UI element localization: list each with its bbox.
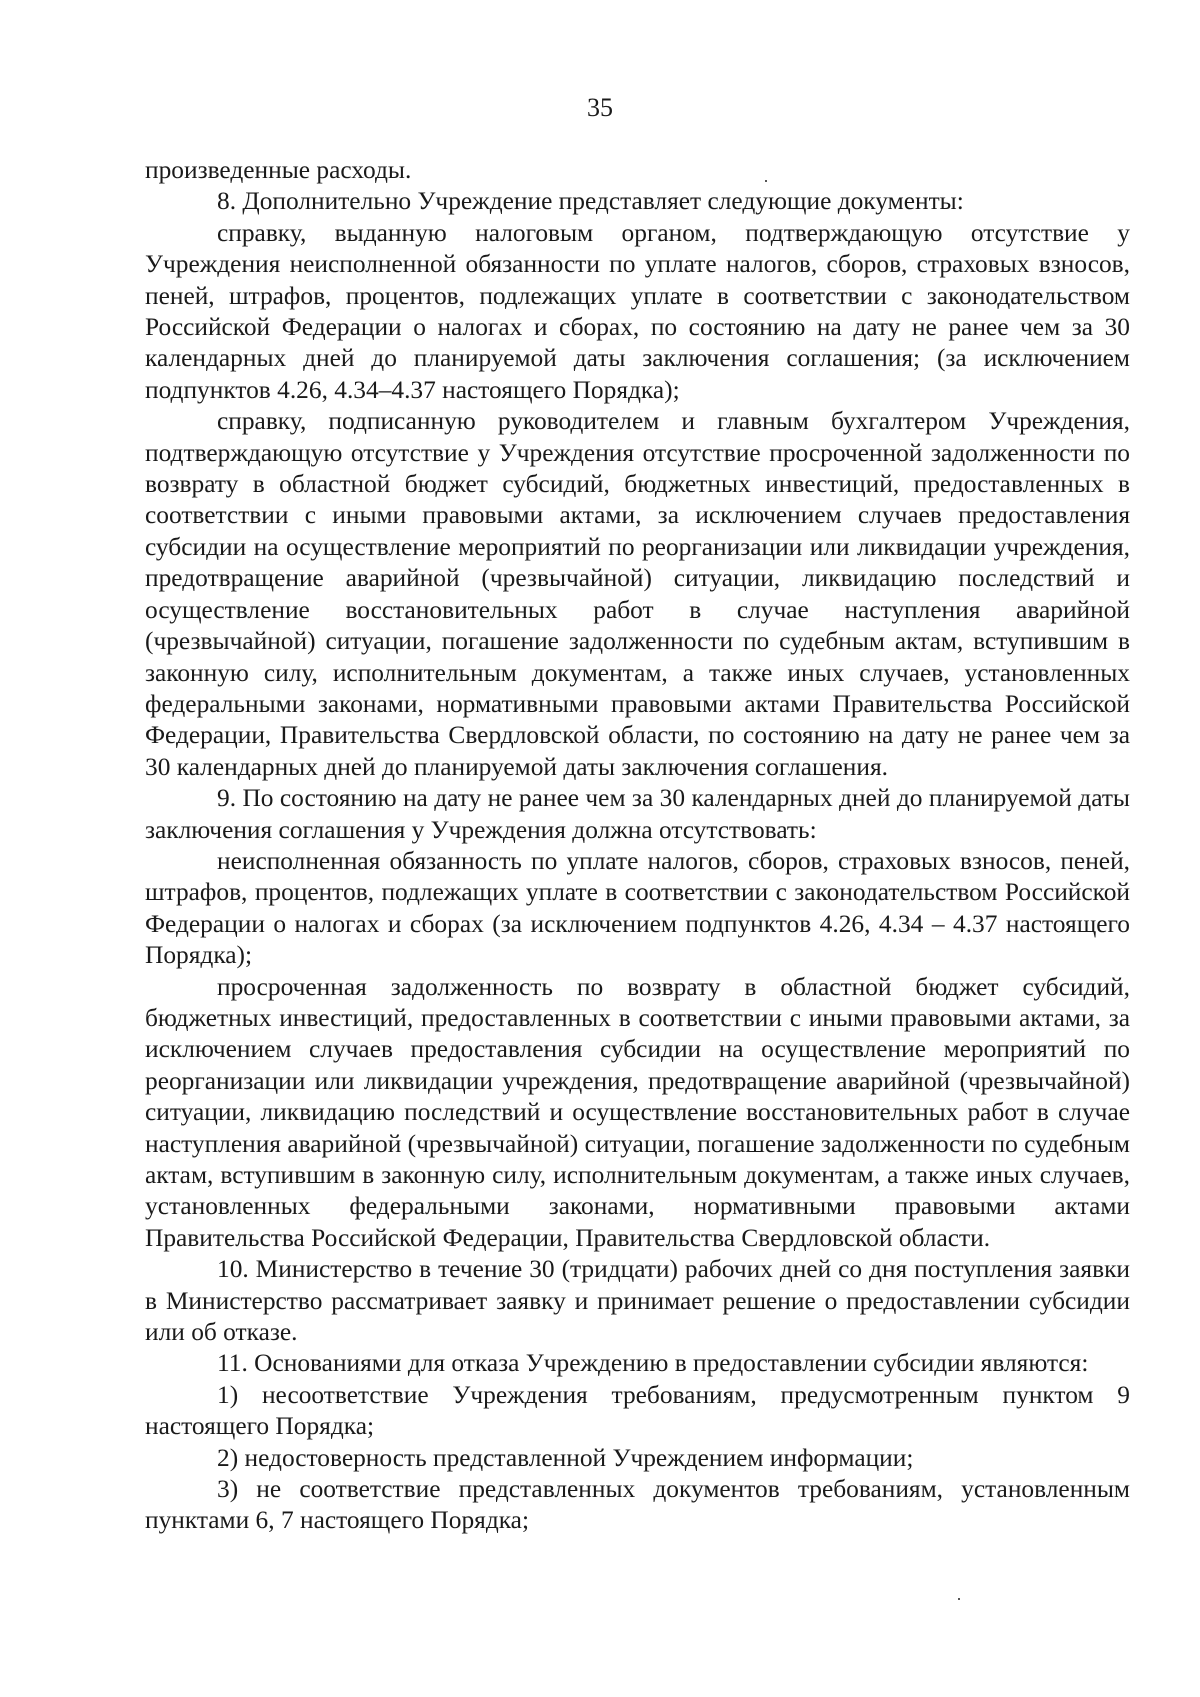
paragraph-overdue-debt: просроченная задолженность по возврату в областной бюджет субсидий, бюджетных инвестиций, предоставленных в соответствии с иными правовыми актами, за исключением случаев предоставления субсидии на осуществление мероприятий по реорганизации или ликвидации учреждения, предотвращение аварийной (чрезвычайной) ситуации, ликвидацию последствий и осуществление восстановительных работ в случае наступления аварийной (чрезвычайной) ситуации, погашение задолженности по судебным актам, вступившим в законную силу, исполнительным документам, а также иных случаев, установленных федеральными законами, нормативными правовыми актами Правительства Российской Федерации, Правительства Свердловской области.: [145, 972, 1130, 1252]
paragraph-expenses-end: произведенные расходы.: [145, 156, 412, 184]
scan-speck: [765, 180, 767, 182]
paragraph-reason-1: 1) несоответствие Учреждения требованиям, предусмотренным пунктом 9 настоящего Порядка;: [145, 1380, 1130, 1441]
paragraph-debt-certificate: справку, подписанную руководителем и главным бухгалтером Учреждения, подтверждающую отсутствие у Учреждения отсутствие просроченной задолженности по возврату в областной бюджет субсидий, бюджетных инвестиций, предоставленных в соответствии с иными правовыми актами, за исключением случаев предоставления субсидии на осуществление мероприятий по реорганизации или ликвидации учреждения, предотвращение аварийной (чрезвычайной) ситуации, ликвидацию последствий и осуществление восстановительных работ в случае наступления аварийной (чрезвычайной) ситуации, погашение задолженности по судебным актам, вступившим в законную силу, исполнительным документам, а также иных случаев, установленных федеральными законами, нормативными правовыми актами Правительства Российской Федерации, Правительства Свердловской области, по состоянию на дату не ранее чем за 30 календарных дней до планируемой даты заключения соглашения.: [145, 407, 1130, 781]
paragraph-unfulfilled-obligation: неисполненная обязанность по уплате налогов, сборов, страховых взносов, пеней, штрафов, процентов, подлежащих уплате в соответствии с законодательством Российской Федерации о налогах и сборах (за исключением подпунктов 4.26, 4.34 – 4.37 настоящего Порядка);: [145, 846, 1130, 970]
paragraph-item-11: 11. Основаниями для отказа Учреждению в предоставлении субсидии являются:: [217, 1349, 1089, 1378]
paragraph-reason-3: 3) не соответствие представленных документов требованиям, установленным пунктами 6, 7 настоящего Порядка;: [145, 1475, 1130, 1535]
paragraph-item-10: 10. Министерство в течение 30 (тридцати) рабочих дней со дня поступления заявки в Министерство рассматривает заявку и принимает решение о предоставлении субсидии или об отказе.: [145, 1255, 1130, 1347]
paragraph-reason-2: 2) недостоверность представленной Учреждением информации;: [217, 1443, 914, 1472]
paragraph-item-9: 9. По состоянию на дату не ранее чем за 30 календарных дней до планируемой даты заключения соглашения у Учреждения должна отсутствовать:: [145, 784, 1130, 844]
page-number: 35: [587, 93, 613, 122]
document-body: [145, 155, 1130, 1537]
scan-speck: [958, 1598, 960, 1600]
paragraph-item-8: 8. Дополнительно Учреждение представляет следующие документы:: [217, 187, 964, 216]
paragraph-tax-certificate: справку, выданную налоговым органом, подтверждающую отсутствие у Учреждения неисполненной обязанности по уплате налогов, сборов, страховых взносов, пеней, штрафов, процентов, подлежащих уплате в соответствии с законодательством Российской Федерации о налогах и сборах, по состоянию на дату не ранее чем за 30 календарных дней до планируемой даты заключения соглашения; (за исключением подпунктов 4.26, 4.34–4.37 настоящего Порядка);: [145, 218, 1130, 404]
